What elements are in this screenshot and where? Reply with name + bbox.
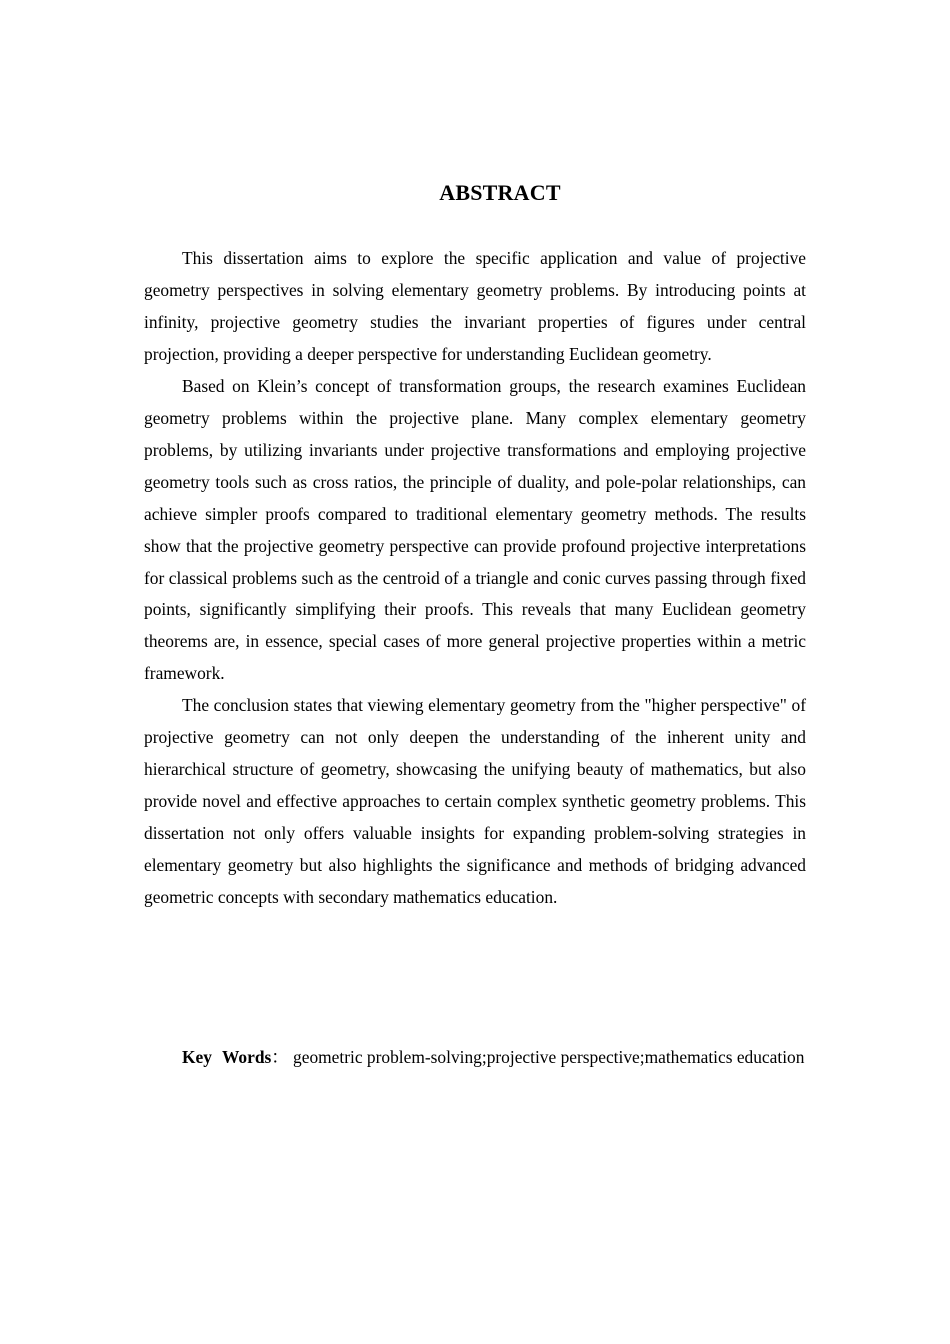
keywords-text: geometric problem-solving;projective perspective;mathematics education (293, 1047, 805, 1067)
abstract-title: ABSTRACT (439, 180, 561, 205)
keywords-separator: ： (271, 1047, 289, 1067)
keywords-line (144, 1042, 806, 1074)
abstract-paragraph-3: The conclusion states that viewing elementary geometry from the "higher perspective" of projective geometry can not only deepen the understanding of the inherent unity and hierarchical structure of geometry, showcasing the unifying beauty of mathematics, but also provide novel and effective approaches to certain complex synthetic geometry problems. This dissertation not only offers valuable insights for expanding problem-solving strategies in elementary geometry but also highlights the significance and methods of bridging advanced geometric concepts with secondary mathematics education. (144, 695, 806, 908)
abstract-paragraph-1: This dissertation aims to explore the specific application and value of projective geometry perspectives in solving elementary geometry problems. By introducing points at infinity, projective geometry studies the invariant properties of figures under central projection, providing a deeper perspective for understanding Euclidean geometry. (144, 248, 806, 364)
abstract-paragraph-2: Based on Klein’s concept of transformation groups, the research examines Euclidean geometry problems within the projective plane. Many complex elementary geometry problems, by utilizing invariants under projective transformations and employing projective geometry tools such as cross ratios, the principle of duality, and pole-polar relationships, can achieve simpler proofs compared to traditional elementary geometry methods. The results show that the projective geometry perspective can provide profound projective interpretations for classical problems such as the centroid of a triangle and conic curves passing through fixed points, significantly simplifying their proofs. This reveals that many Euclidean geometry theorems are, in essence, special cases of more general projective properties within a metric framework. (144, 375, 806, 684)
abstract-body (144, 243, 806, 914)
keywords-label: Key Words (182, 1047, 272, 1067)
